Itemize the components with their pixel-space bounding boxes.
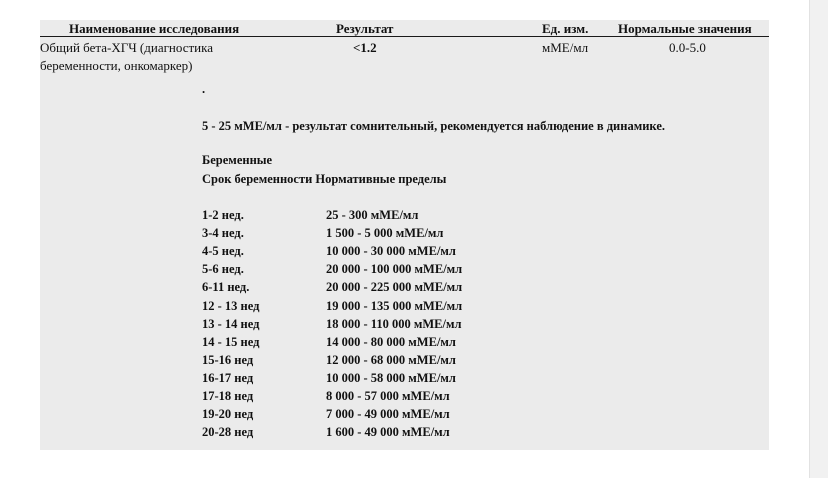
range-value: 25 - 300 мМЕ/мл — [326, 208, 419, 222]
range-row — [202, 335, 602, 353]
table-header — [40, 20, 769, 37]
comment-dot: . — [202, 82, 206, 96]
range-row — [202, 389, 602, 407]
range-value: 12 000 - 68 000 мМЕ/мл — [326, 352, 456, 367]
test-name-line2: беременности, онкомаркер) — [40, 58, 193, 73]
range-row — [202, 226, 602, 244]
header-norm: Нормальные значения — [618, 21, 752, 36]
range-term: 19-20 нед — [202, 407, 254, 422]
range-value: 7 000 - 49 000 мМЕ/мл — [326, 407, 450, 422]
range-row — [202, 280, 602, 298]
range-term: 1-2 нед. — [202, 208, 244, 222]
comment-doubtful: 5 - 25 мМЕ/мл - результат сомнительный, рекомендуется наблюдение в динамике. — [202, 119, 665, 133]
range-row — [202, 353, 602, 371]
result-value: <1.2 — [353, 40, 377, 55]
range-row — [202, 407, 602, 425]
range-value: 10 000 - 58 000 мМЕ/мл — [326, 370, 456, 385]
lab-report — [40, 20, 769, 450]
range-row — [202, 262, 602, 280]
range-row — [202, 244, 602, 262]
range-term: 20-28 нед — [202, 425, 254, 440]
range-value: 18 000 - 110 000 мМЕ/мл — [326, 316, 462, 331]
range-term: 12 - 13 нед — [202, 298, 260, 313]
range-value: 20 000 - 225 000 мМЕ/мл — [326, 280, 463, 295]
range-value: 20 000 - 100 000 мМЕ/мл — [326, 262, 463, 277]
range-value: 8 000 - 57 000 мМЕ/мл — [326, 389, 450, 403]
unit-value: мМЕ/мл — [542, 40, 589, 55]
range-term: 14 - 15 нед — [202, 334, 260, 349]
pregnant-title: Беременные — [202, 153, 273, 167]
range-value: 14 000 - 80 000 мМЕ/мл — [326, 334, 456, 349]
range-row — [202, 208, 602, 226]
range-row — [202, 299, 602, 317]
range-value: 19 000 - 135 000 мМЕ/мл — [326, 298, 463, 313]
range-term: 5-6 нед. — [202, 262, 244, 277]
range-row — [202, 317, 602, 335]
scrollbar-track[interactable] — [809, 0, 828, 478]
pregnant-columns: Срок беременности Нормативные пределы — [202, 172, 447, 186]
header-name: Наименование исследования — [69, 21, 240, 36]
norm-value: 0.0-5.0 — [669, 40, 706, 55]
range-term: 15-16 нед — [202, 352, 254, 367]
range-term: 3-4 нед. — [202, 226, 244, 241]
range-term: 13 - 14 нед — [202, 316, 260, 331]
range-value: 1 500 - 5 000 мМЕ/мл — [326, 226, 444, 241]
test-name-line1: Общий бета-ХГЧ (диагностика — [40, 40, 214, 55]
header-unit: Ед. изм. — [542, 21, 589, 36]
range-row — [202, 425, 602, 443]
range-value: 1 600 - 49 000 мМЕ/мл — [326, 425, 450, 440]
range-term: 17-18 нед — [202, 389, 254, 403]
range-term: 4-5 нед. — [202, 244, 244, 259]
range-term: 16-17 нед — [202, 370, 254, 385]
range-row — [202, 371, 602, 389]
range-value: 10 000 - 30 000 мМЕ/мл — [326, 244, 456, 259]
header-result: Результат — [336, 21, 394, 36]
range-term: 6-11 нед. — [202, 280, 250, 295]
